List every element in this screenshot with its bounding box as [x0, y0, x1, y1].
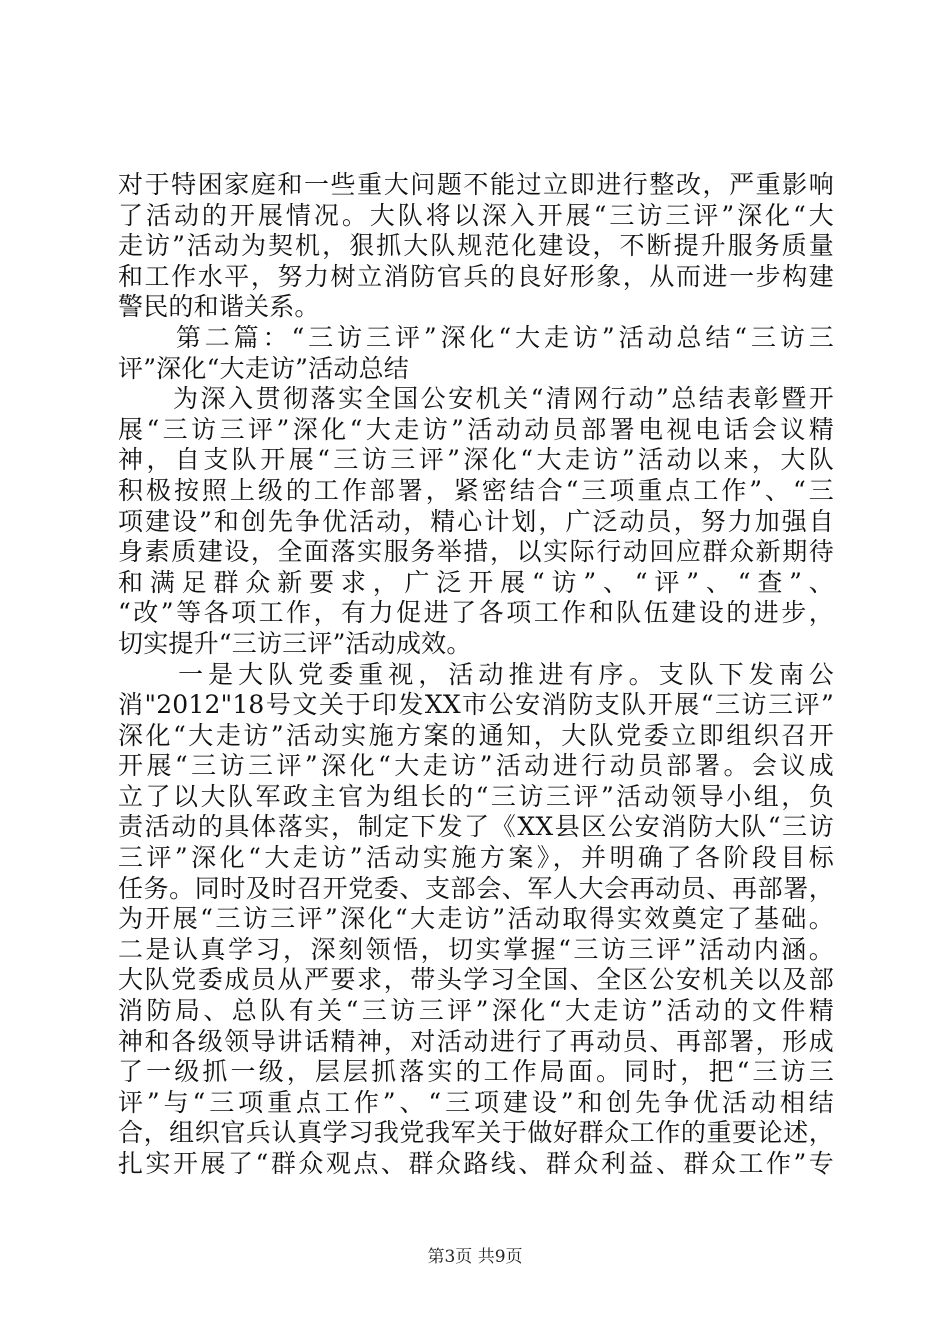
text-line: 和满足群众新要求，广泛开展“访”、“评”、“查”、 — [118, 567, 834, 597]
text-line: 展“三访三评”深化“大走访”活动动员部署电视电话会议精 — [118, 414, 834, 444]
text-line: 项建设”和创先争优活动，精心计划，广泛动员，努力加强自 — [118, 506, 834, 536]
body-text — [118, 170, 834, 1180]
text-line: 和工作水平，努力树立消防官兵的良好形象，从而进一步构建 — [118, 261, 834, 291]
text-line: 身素质建设，全面落实服务举措，以实际行动回应群众新期待 — [118, 537, 834, 567]
text-line: 积极按照上级的工作部署，紧密结合“三项重点工作”、“三 — [118, 475, 834, 505]
text-line: 扎实开展了“群众观点、群众路线、群众利益、群众工作”专 — [118, 1149, 834, 1178]
text-line: 对于特困家庭和一些重大问题不能过立即进行整改，严重影响 — [118, 170, 834, 199]
text-line: 深化“大走访”活动实施方案的通知，大队党委立即组织召开 — [118, 720, 834, 750]
text-line: 责活动的具体落实，制定下发了《XX县区公安消防大队“三访 — [118, 812, 834, 842]
page-footer: 第3页 共9页 — [427, 1247, 523, 1267]
text-line: 了一级抓一级，层层抓落实的工作局面。同时，把“三访三 — [118, 1057, 834, 1087]
text-line: 神和各级领导讲话精神，对活动进行了再动员、再部署，形成 — [118, 1026, 834, 1056]
text-line: 消"2012"18号文关于印发XX市公安消防支队开展“三访三评” — [118, 690, 834, 720]
text-line: 警民的和谐关系。 — [118, 292, 320, 322]
text-line: 大队党委成员从严要求，带头学习全国、全区公安机关以及部 — [118, 965, 834, 995]
text-line: 一是大队党委重视，活动推进有序。支队下发南公 — [118, 659, 834, 689]
text-line: 开展“三访三评”深化“大走访”活动进行动员部署。会议成 — [118, 751, 834, 781]
text-line: 立了以大队军政主官为组长的“三访三评”活动领导小组，负 — [118, 781, 834, 811]
text-line: 二是认真学习，深刻领悟，切实掌握“三访三评”活动内涵。 — [118, 934, 834, 964]
text-line: 合，组织官兵认真学习我党我军关于做好群众工作的重要论述， — [118, 1118, 834, 1148]
text-line: 神，自支队开展“三访三评”深化“大走访”活动以来，大队 — [118, 445, 834, 475]
text-line: 三评”深化“大走访”活动实施方案》，并明确了各阶段目标 — [118, 843, 834, 873]
text-line: 评”与“三项重点工作”、“三项建设”和创先争优活动相结 — [118, 1087, 834, 1117]
text-line: 评”深化“大走访”活动总结 — [118, 353, 409, 383]
text-line: “改”等各项工作，有力促进了各项工作和队伍建设的进步， — [118, 598, 834, 628]
text-line: 为开展“三访三评”深化“大走访”活动取得实效奠定了基础。 — [118, 904, 834, 934]
text-line: 走访”活动为契机，狠抓大队规范化建设，不断提升服务质量 — [118, 231, 834, 261]
text-line: 切实提升“三访三评”活动成效。 — [118, 628, 472, 658]
text-line: 为深入贯彻落实全国公安机关“清网行动”总结表彰暨开 — [118, 384, 834, 414]
text-line: 任务。同时及时召开党委、支部会、军人大会再动员、再部署， — [118, 873, 834, 903]
text-line: 了活动的开展情况。大队将以深入开展“三访三评”深化“大 — [118, 200, 834, 230]
text-line: 第二篇：“三访三评”深化“大走访”活动总结“三访三 — [118, 322, 834, 352]
text-line: 消防局、总队有关“三访三评”深化“大走访”活动的文件精 — [118, 996, 834, 1026]
